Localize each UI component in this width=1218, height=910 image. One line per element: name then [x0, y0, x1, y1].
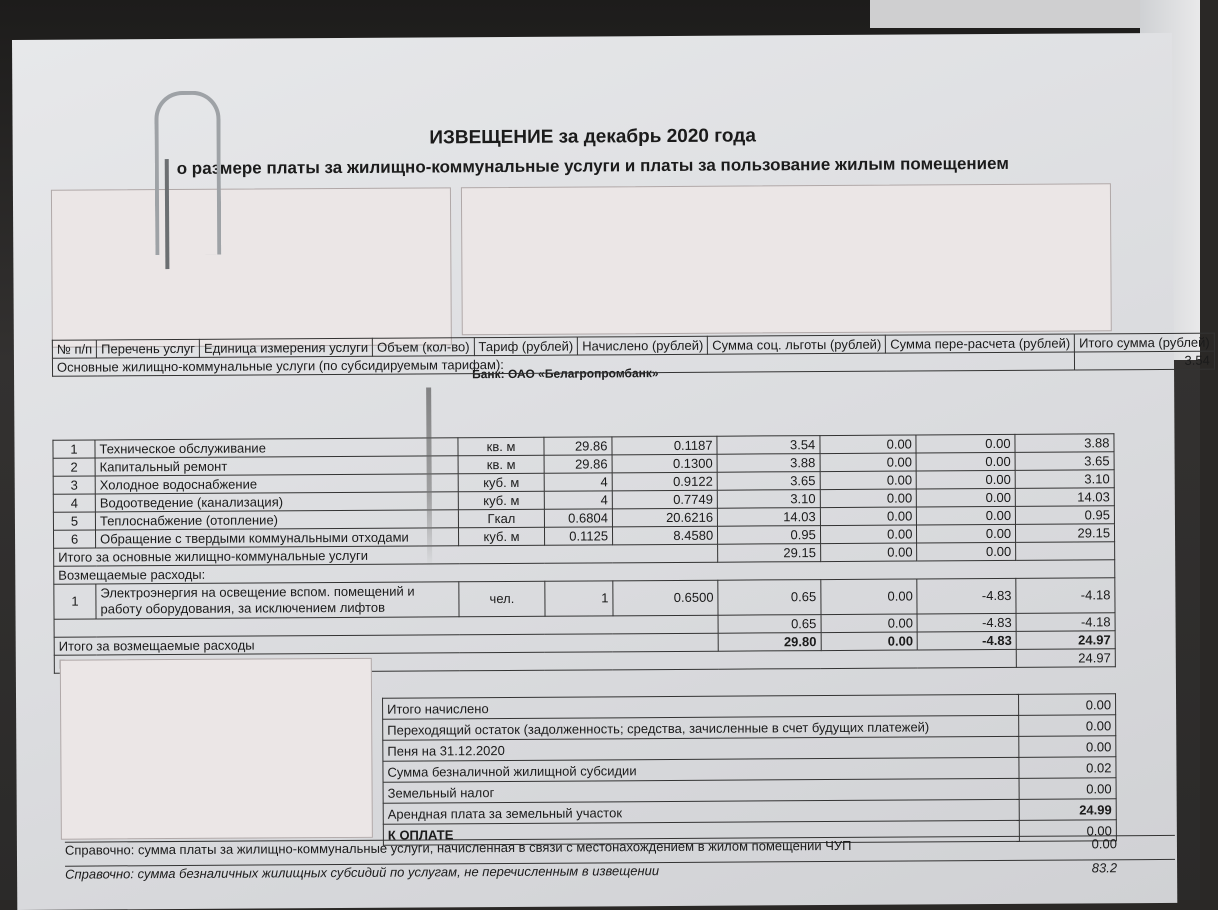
summary-label: Земельный налог [383, 778, 1019, 803]
notice-title: ИЗВЕЩЕНИЕ за декабрь 2020 года [429, 125, 756, 149]
cell-volume: 4 [544, 491, 612, 509]
reference-line-2 [65, 859, 1175, 882]
cell-service [96, 582, 459, 619]
cell-unit: куб. м [459, 527, 545, 546]
reference-1-text: Справочно: сумма платы за жилищно-коммунальные услуги, начисленная в связи с местонахождением в жилом помещении ЧУП [64, 837, 852, 858]
notice-sheet [12, 33, 1210, 910]
summary-value: 24.99 [1019, 799, 1116, 821]
cell-total: 14.03 [1015, 488, 1114, 507]
header-cell: Сумма соц. льготы (рублей) [708, 335, 886, 354]
cell-charged: 3.65 [717, 472, 820, 491]
cell-total: 0.95 [1015, 506, 1114, 525]
cell-tariff: 0.6500 [613, 580, 718, 616]
cell-charged: 14.03 [717, 508, 820, 527]
cell-service: Техническое обслуживание [95, 438, 458, 458]
summary-label: К ОПЛАТЕ [383, 820, 1019, 845]
cell-service: Теплоснабжение (отопление) [95, 510, 458, 530]
header-cell: Итого сумма (рублей) [1075, 333, 1215, 352]
cell-recalc: -4.83 [917, 613, 1016, 632]
cell-recalc: -4.83 [917, 578, 1016, 614]
cell-service: Холодное водоснабжение [95, 474, 458, 494]
cell-unit: кв. м [458, 455, 544, 474]
cell-recalc: 0.00 [916, 452, 1015, 471]
cell-charged: 0.65 [718, 615, 821, 634]
redacted-payer-block [51, 187, 452, 347]
cell-charged: 0.95 [718, 526, 821, 545]
cell-unit: чел. [459, 581, 545, 617]
cell-volume: 1 [545, 581, 613, 616]
total-label: Итого за основные жилищно-коммунальные услуги [54, 544, 718, 566]
redacted-provider-block [461, 183, 1112, 335]
cell-recalc: -4.83 [918, 631, 1017, 650]
summary-value: 0.00 [1019, 778, 1116, 800]
cell-service: Обращение с твердыми коммунальными отходами [96, 528, 459, 548]
cell-volume: 0.1125 [544, 527, 612, 545]
summary-label: Итого начислено [383, 694, 1019, 719]
cell-tariff: 0.1300 [612, 454, 717, 473]
reference-2-text: Справочно: сумма безналичных жилищных субсидий по услугам, не перечисленным в извещении [65, 863, 660, 882]
cell-volume: 29.86 [544, 455, 612, 473]
summary-value: 0.02 [1019, 757, 1116, 779]
cell-total: 29.15 [1016, 524, 1115, 543]
cell-unit: Гкал [459, 509, 545, 528]
cell-recalc: 0.00 [917, 488, 1016, 507]
cell-service: Капитальный ремонт [95, 456, 458, 476]
cell-charged: 0.65 [718, 580, 821, 616]
total-label: Итого за возмещаемые расходы [54, 633, 718, 655]
cell-benefit: 0.00 [821, 579, 918, 615]
cell-charged: 29.80 [718, 633, 821, 652]
cell-charged: 3.10 [717, 490, 820, 509]
cell-volume: 29.86 [544, 437, 612, 455]
cell-benefit: 0.00 [821, 614, 918, 633]
cell-benefit: 0.00 [820, 489, 917, 508]
header-cell: Сумма пере-расчета (рублей) [886, 334, 1075, 353]
cell-unit: куб. м [458, 473, 544, 492]
summary-label: Сумма безналичной жилищной субсидии [383, 757, 1019, 782]
cell-benefit: 0.00 [820, 435, 917, 454]
cell-number: 3 [53, 476, 95, 494]
cell-benefit: 0.00 [820, 525, 917, 544]
ink-mark [426, 387, 432, 567]
cell-benefit: 0.00 [820, 543, 917, 562]
cell-total: -4.18 [1016, 578, 1115, 614]
summary-label: Арендная плата за земельный участок [383, 799, 1019, 824]
cell-benefit: 0.00 [820, 507, 917, 526]
cell-total: -4.18 [1016, 613, 1115, 632]
cell-unit: кв. м [458, 437, 544, 456]
header-cell: Единица измерения услуги [199, 338, 372, 357]
cell-benefit: 0.00 [820, 453, 917, 472]
service-line-1: Электроэнергия на освещение вспом. помещений и [100, 583, 415, 601]
cell-recalc: 0.00 [917, 470, 1016, 489]
summary-label: Переходящий остаток (задолженность; средства, зачисленные в счет будущих платежей) [383, 715, 1019, 740]
notice-subtitle: о размере платы за жилищно-коммунальные услуги и платы за пользование жилым помещением [176, 153, 1009, 178]
cell-recalc: 0.00 [916, 434, 1015, 453]
cell-tariff: 0.7749 [612, 490, 717, 509]
section-label: Возмещаемые расходы: [54, 560, 1115, 584]
summary-value: 0.00 [1019, 736, 1116, 758]
cell-number: 6 [53, 530, 95, 548]
cell-total: 24.97 [1016, 649, 1115, 668]
summary-value: 0.00 [1019, 820, 1116, 842]
cell-total: 3.54 [1075, 351, 1215, 370]
cell-tariff: 0.9122 [612, 472, 717, 491]
cell-volume: 0.6804 [544, 509, 612, 527]
service-line-2: работу оборудования, за исключением лифтов [100, 599, 386, 617]
summary-value: 0.00 [1019, 694, 1116, 716]
summary-label: Пеня на 31.12.2020 [383, 736, 1019, 761]
cell-recalc: 0.00 [917, 524, 1016, 543]
header-cell: Начислено (рублей) [578, 336, 708, 355]
cell-number: 5 [53, 512, 95, 530]
redacted-account-block [60, 658, 373, 840]
summary-table [382, 693, 1117, 845]
cell-benefit: 0.00 [821, 632, 918, 651]
header-cell: № п/п [52, 340, 96, 358]
cell-number: 2 [53, 458, 95, 476]
cell-number: 1 [54, 584, 96, 619]
cell-charged: 29.15 [718, 544, 821, 563]
header-cell: Тариф (рублей) [474, 337, 578, 356]
cell-total: 3.65 [1015, 452, 1114, 471]
cell-tariff: 0.1187 [612, 436, 717, 455]
cell-total: 24.97 [1016, 631, 1115, 650]
cell-total: 3.10 [1015, 470, 1114, 489]
cell-unit: куб. м [459, 491, 545, 510]
cell-service: Водоотведение (канализация) [95, 492, 458, 512]
bank-name: Банк: ОАО «Белагропромбанк» [472, 366, 659, 382]
services-table [52, 333, 1215, 377]
reference-1-value: 0.00 [1091, 836, 1117, 852]
cell-charged: 3.88 [717, 454, 820, 473]
cell-recalc: 0.00 [917, 542, 1016, 561]
header-cell: Перечень услуг [97, 339, 200, 358]
cell-tariff: 20.6216 [612, 508, 717, 527]
cell-total: 3.88 [1015, 434, 1114, 453]
cell-benefit: 0.00 [820, 471, 917, 490]
cell-total [1016, 542, 1115, 561]
header-cell: Объем (кол-во) [373, 338, 474, 357]
cell-number: 1 [53, 440, 95, 458]
cell-charged: 3.54 [717, 436, 820, 455]
cell-number: 4 [53, 494, 95, 512]
services-rows [52, 433, 1115, 673]
paper-clip-inner [165, 159, 170, 269]
reference-2-value: 83.2 [1091, 860, 1118, 876]
cell-volume: 4 [544, 473, 612, 491]
cell-recalc: 0.00 [917, 506, 1016, 525]
section-label: Основные жилищно-коммунальные услуги (по субсидируемым тарифам): [52, 352, 1074, 376]
cell-tariff: 8.4580 [612, 526, 717, 545]
summary-value: 0.00 [1019, 715, 1116, 737]
